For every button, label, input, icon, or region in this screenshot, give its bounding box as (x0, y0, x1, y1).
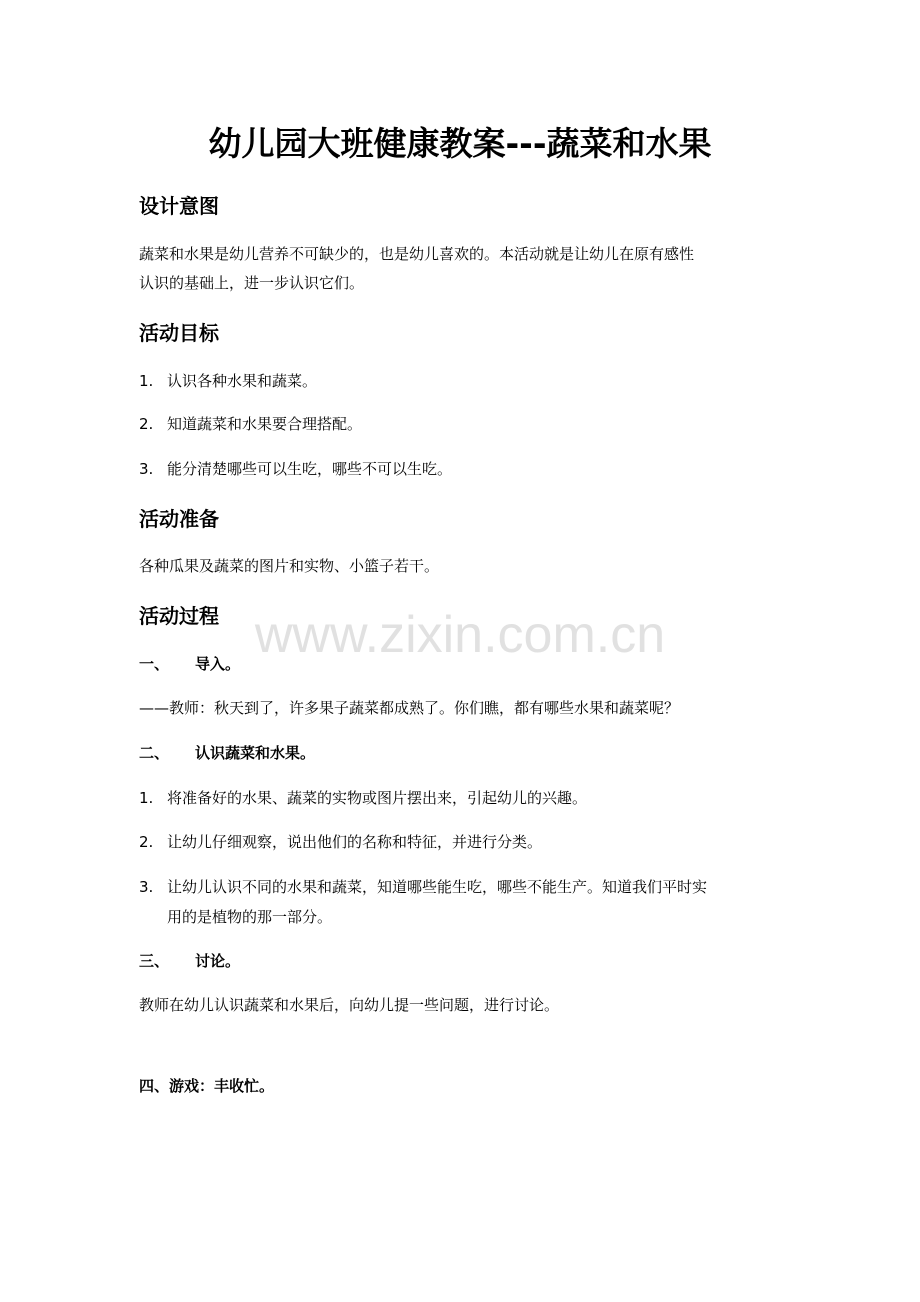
list-number: 3. (139, 460, 154, 478)
goal-item (139, 409, 784, 439)
list-number: 2. (139, 415, 154, 433)
step-1-text: ——教师：秋天到了，许多果子蔬菜都成熟了。你们瞧，都有哪些水果和蔬菜呢？ (139, 699, 680, 717)
list-text: 知道蔬菜和水果要合理搭配。 (167, 415, 363, 433)
process-step-2 (139, 738, 315, 768)
list-text: 将准备好的水果、蔬菜的实物或图片摆出来，引起幼儿的兴趣。 (167, 789, 588, 807)
list-text: 让幼儿认识不同的水果和蔬菜，知道哪些能生吃，哪些不能生产。知道我们平时实 (167, 878, 708, 896)
step-label: 讨论。 (195, 952, 241, 970)
heading-design-intent: 设计意图 (139, 194, 219, 218)
step-number: 一、 (139, 655, 170, 673)
step-number: 三、 (139, 952, 170, 970)
step-3-text: 教师在幼儿认识蔬菜和水果后，向幼儿提一些问题，进行讨论。 (139, 996, 560, 1014)
list-number: 2. (139, 833, 154, 851)
step-2-item (139, 783, 784, 813)
process-step-4: 四、游戏：丰收忙。 (139, 1077, 275, 1095)
heading-preparation: 活动准备 (139, 507, 219, 531)
document-title: 幼儿园大班健康教案---蔬菜和水果 (208, 124, 712, 163)
list-text: 认识各种水果和蔬菜。 (167, 372, 318, 390)
heading-goals: 活动目标 (139, 321, 219, 345)
step-2-item (139, 872, 784, 932)
list-number: 1. (139, 372, 154, 390)
process-step-3 (139, 946, 240, 976)
goal-item (139, 454, 784, 484)
step-label: 认识蔬菜和水果。 (195, 744, 316, 762)
list-number: 1. (139, 789, 154, 807)
step-label: 导入。 (195, 655, 241, 673)
step-number: 二、 (139, 744, 170, 762)
list-text: 让幼儿仔细观察，说出他们的名称和特征，并进行分类。 (167, 833, 543, 851)
list-text: 能分清楚哪些可以生吃，哪些不可以生吃。 (167, 460, 453, 478)
list-text-continued: 用的是植物的那一部分。 (167, 908, 333, 926)
design-intent-line-2: 认识的基础上，进一步认识它们。 (139, 274, 365, 292)
goal-item (139, 366, 784, 396)
list-number: 3. (139, 878, 154, 896)
design-intent-line-1: 蔬菜和水果是幼儿营养不可缺少的，也是幼儿喜欢的。本活动就是让幼儿在原有感性 (139, 245, 695, 263)
preparation-text: 各种瓜果及蔬菜的图片和实物、小篮子若干。 (139, 557, 440, 575)
watermark: www.zixin.com.cn (254, 606, 666, 664)
heading-process: 活动过程 (139, 604, 219, 628)
step-2-item (139, 827, 784, 857)
process-step-1 (139, 649, 240, 679)
